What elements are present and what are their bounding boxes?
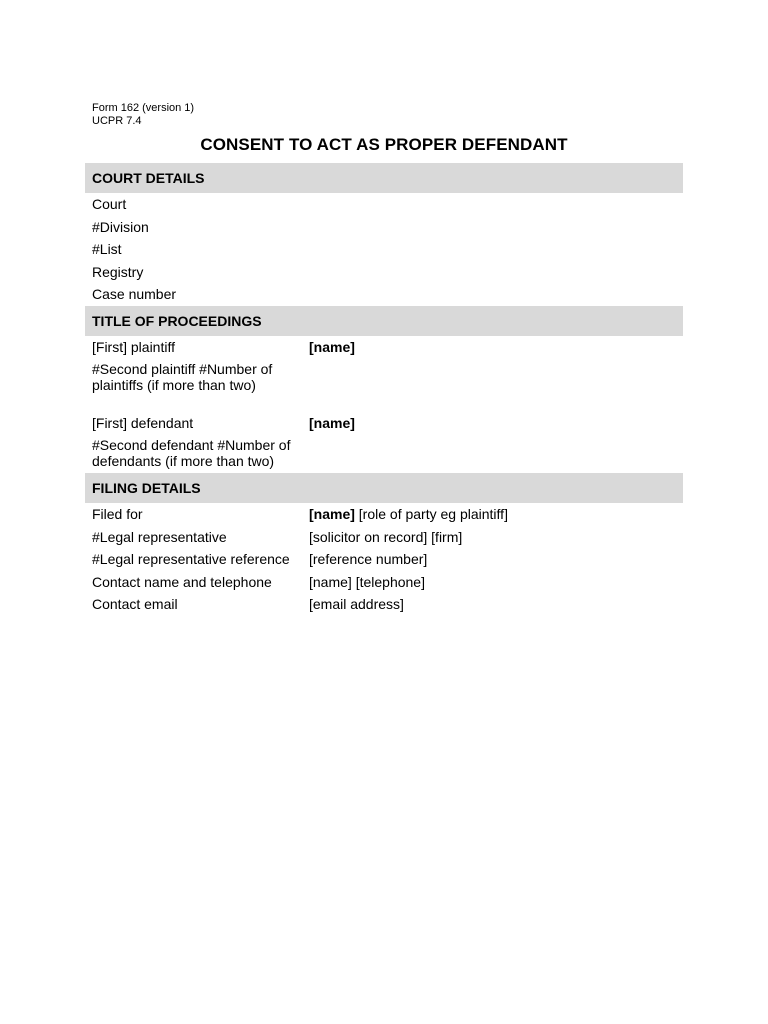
party-role-placeholder: [role of party eg plaintiff] [358,506,508,522]
row-label: [First] defendant [92,415,194,431]
row-label: Court [92,196,127,212]
form-number: Form 162 (version 1) [92,102,195,114]
row-label: Registry [92,264,144,280]
row-value: [name] [telephone] [309,574,425,590]
row-label: #Second defendant #Number of defendants (if more than two) [92,437,291,469]
row-value: [reference number] [309,551,428,567]
row-value: [name] [309,339,355,355]
row-value: [email address] [309,596,404,612]
document-title: CONSENT TO ACT AS PROPER DEFENDANT [200,135,568,154]
row-label: #Legal representative reference [92,551,290,567]
section-heading-title-of-proceedings: TITLE OF PROCEEDINGS [85,306,683,336]
row-value: [name] [309,415,355,431]
section-heading-filing-details: FILING DETAILS [85,473,683,503]
section-heading-court-details: COURT DETAILS [85,163,683,193]
row-label: Case number [92,286,177,302]
row-label: #Division [92,219,149,235]
row-label: #List [92,241,122,257]
row-value [309,506,679,522]
row-label: #Legal representative [92,529,227,545]
row-label: Filed for [92,506,143,522]
form-rule: UCPR 7.4 [92,115,142,127]
row-label: Contact name and telephone [92,574,272,590]
form-meta [92,102,194,128]
row-label: Contact email [92,596,178,612]
row-value: [solicitor on record] [firm] [309,529,463,545]
row-label: #Second plaintiff #Number of plaintiffs (if more than two) [92,361,273,393]
party-name-placeholder: [name] [309,506,355,522]
row-label: [First] plaintiff [92,339,175,355]
